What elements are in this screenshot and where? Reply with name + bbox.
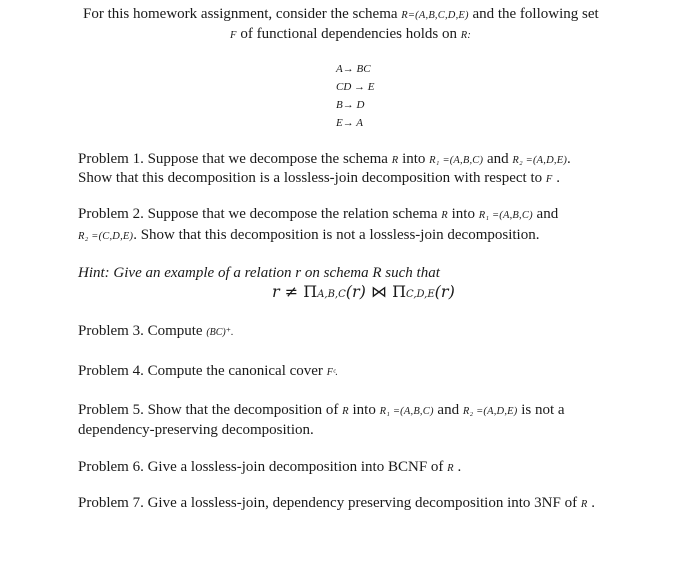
problem-1-line-2: Show that this decomposition is a lossless-join decomposition with respect to F . — [78, 170, 561, 186]
problem-6: Problem 6. Give a lossless-join decomposition into BCNF of R . — [78, 459, 462, 475]
fd-3: B→ D — [336, 99, 365, 111]
fd-1: A→ BC — [336, 63, 371, 75]
problem-2-line-2: R₂ =(C,D,E). Show that this decomposition is not a lossless-join decomposition. — [78, 227, 540, 243]
problem-2-line-1: Problem 2. Suppose that we decompose the relation schema R into R₁ =(A,B,C) and — [78, 206, 559, 222]
intro-line-2: F of functional dependencies holds on R: — [230, 26, 472, 42]
hint-text: Hint: Give an example of a relation r on schema R such that — [78, 265, 440, 281]
fd-2: CD → E — [336, 81, 375, 93]
problem-4: Problem 4. Compute the canonical cover Fᶜ. — [78, 363, 338, 379]
problem-7: Problem 7. Give a lossless-join, dependency preserving decomposition into 3NF of R . — [78, 495, 595, 511]
fd-4: E→ A — [336, 117, 363, 129]
problem-5-line-1: Problem 5. Show that the decomposition of R into R₁ =(A,B,C) and R₂ =(A,D,E) is not a — [78, 402, 565, 418]
problem-5-line-2: dependency-preserving decomposition. — [78, 422, 314, 438]
problem-1-line-1: Problem 1. Suppose that we decompose the schema R into R₁ =(A,B,C) and R₂ =(A,D,E). — [78, 151, 571, 167]
problem-3: Problem 3. Compute (BC)⁺. — [78, 323, 234, 339]
intro-line-1: For this homework assignment, consider the schema R=(A,B,C,D,E) and the following set — [83, 6, 599, 22]
schema-expression: R=(A,B,C,D,E) — [401, 10, 469, 21]
hint-formula: r ≠ ΠA,B,C(r) ⋈ ΠC,D,E(r) — [272, 282, 455, 301]
